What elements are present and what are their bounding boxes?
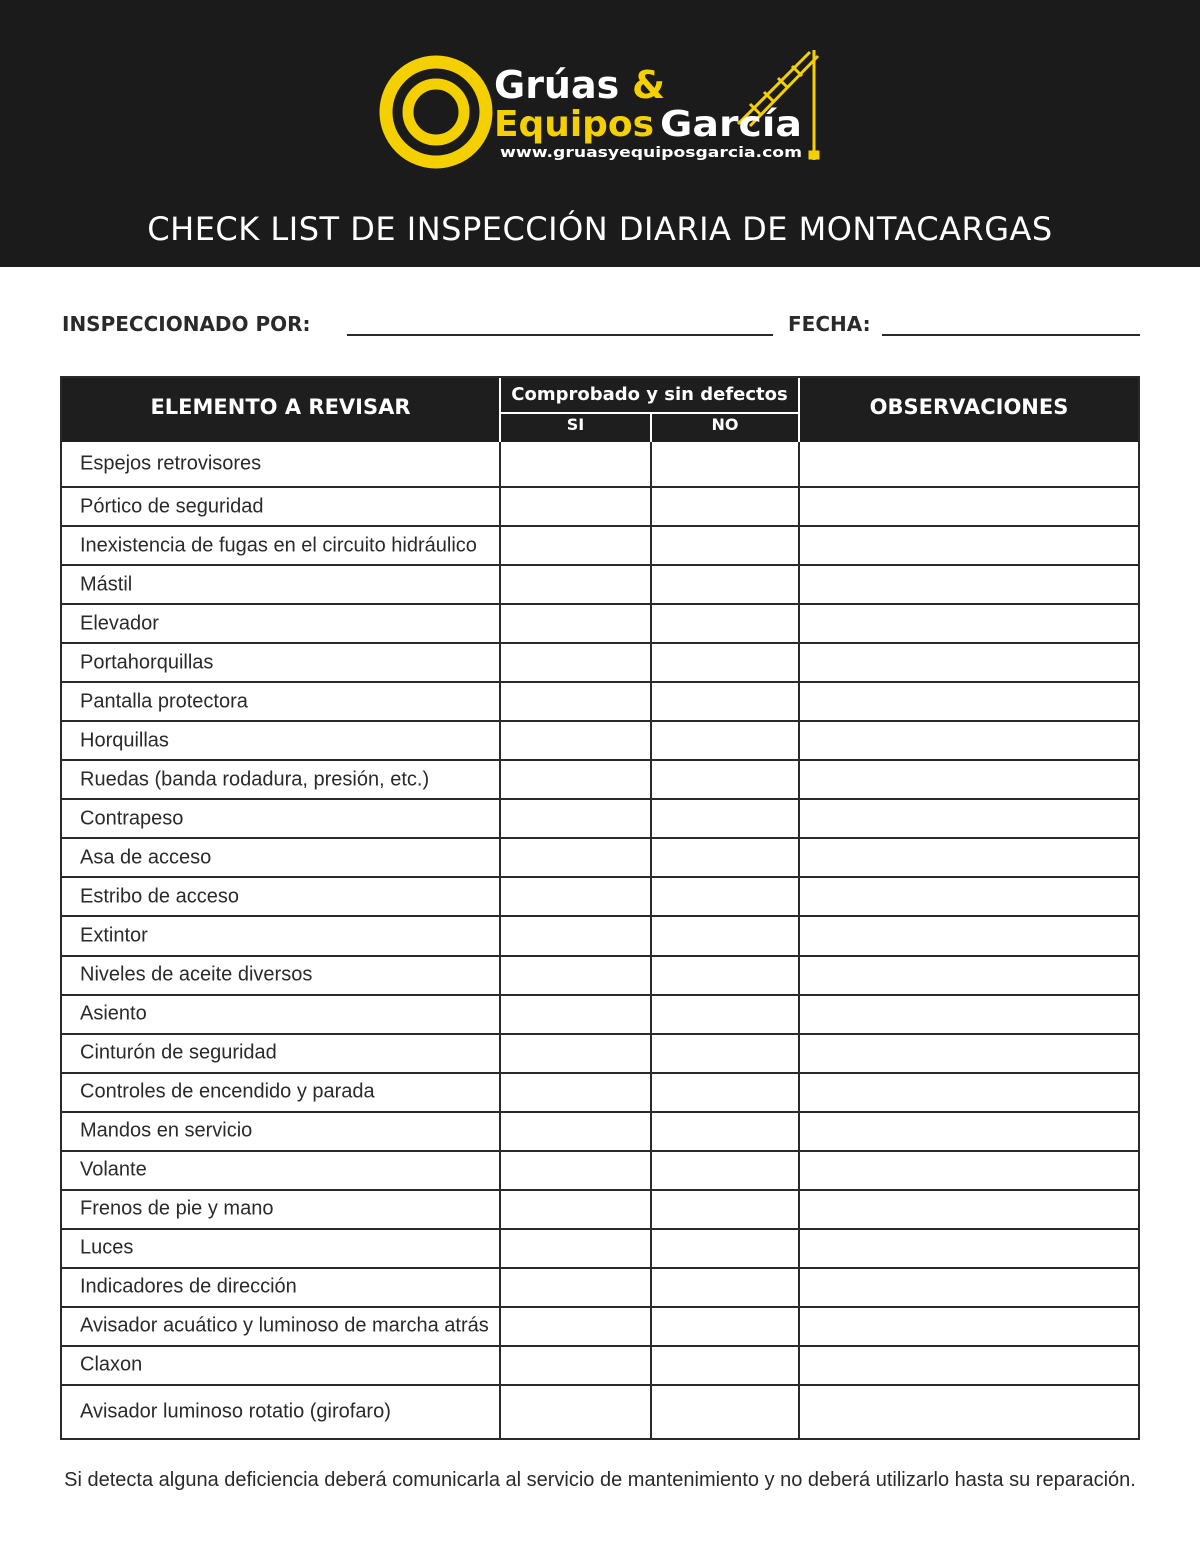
si-cell[interactable] bbox=[501, 605, 650, 642]
target-logo-icon bbox=[386, 62, 486, 162]
observations-cell[interactable] bbox=[800, 1113, 1138, 1150]
header-si: SI bbox=[566, 415, 585, 434]
si-cell[interactable] bbox=[501, 566, 650, 603]
row-item-label: Indicadores de dirección bbox=[80, 1275, 297, 1298]
inspected-by-field[interactable] bbox=[347, 334, 773, 336]
si-cell[interactable] bbox=[501, 1269, 650, 1306]
no-cell[interactable] bbox=[652, 527, 798, 564]
table-row bbox=[62, 683, 1138, 722]
inspected-by-label: INSPECCIONADO POR: bbox=[62, 312, 311, 336]
observations-cell[interactable] bbox=[800, 878, 1138, 915]
observations-cell[interactable] bbox=[800, 1347, 1138, 1384]
table-row bbox=[62, 722, 1138, 761]
row-item-label: Estribo de acceso bbox=[80, 885, 239, 908]
table-row bbox=[62, 644, 1138, 683]
row-item-label: Inexistencia de fugas en el circuito hidráulico bbox=[80, 534, 477, 557]
table-row bbox=[62, 957, 1138, 996]
observations-cell[interactable] bbox=[800, 1035, 1138, 1072]
no-cell[interactable] bbox=[652, 488, 798, 525]
header-checked-group: Comprobado y sin defectos bbox=[511, 384, 788, 405]
no-cell[interactable] bbox=[652, 605, 798, 642]
no-cell[interactable] bbox=[652, 442, 798, 486]
logo-graphic bbox=[378, 44, 828, 184]
table-row bbox=[62, 488, 1138, 527]
date-label: FECHA: bbox=[788, 312, 871, 336]
si-cell[interactable] bbox=[501, 644, 650, 681]
no-cell[interactable] bbox=[652, 878, 798, 915]
row-item-label: Avisador acuático y luminoso de marcha atrás bbox=[80, 1314, 489, 1337]
row-item-label: Avisador luminoso rotatio (girofaro) bbox=[80, 1400, 391, 1423]
observations-cell[interactable] bbox=[800, 996, 1138, 1033]
table-row bbox=[62, 839, 1138, 878]
si-cell[interactable] bbox=[501, 1035, 650, 1072]
no-cell[interactable] bbox=[652, 917, 798, 954]
observations-cell[interactable] bbox=[800, 1269, 1138, 1306]
table-row bbox=[62, 1152, 1138, 1191]
observations-cell[interactable] bbox=[800, 442, 1138, 486]
footer-note: Si detecta alguna deficiencia deberá comunicarla al servicio de mantenimiento y no deberá utilizarlo hasta su reparación. bbox=[64, 1469, 1136, 1491]
row-item-label: Portahorquillas bbox=[80, 651, 214, 674]
logo-word-gruas: Grúas bbox=[494, 63, 620, 107]
table-row bbox=[62, 800, 1138, 839]
si-cell[interactable] bbox=[501, 722, 650, 759]
row-item-label: Asiento bbox=[80, 1002, 147, 1025]
no-cell[interactable] bbox=[652, 1074, 798, 1111]
row-item-label: Asa de acceso bbox=[80, 846, 212, 869]
observations-cell[interactable] bbox=[800, 800, 1138, 837]
row-item-label: Horquillas bbox=[80, 729, 169, 752]
row-item-label: Extintor bbox=[80, 924, 148, 947]
row-item-label: Volante bbox=[80, 1158, 147, 1181]
observations-cell[interactable] bbox=[800, 1074, 1138, 1111]
si-cell[interactable] bbox=[501, 1152, 650, 1189]
header-divider bbox=[499, 378, 501, 442]
table-row bbox=[62, 566, 1138, 605]
si-cell[interactable] bbox=[501, 996, 650, 1033]
row-item-label: Niveles de aceite diversos bbox=[80, 963, 313, 986]
row-item-label: Claxon bbox=[80, 1353, 143, 1376]
no-cell[interactable] bbox=[652, 1191, 798, 1228]
si-cell[interactable] bbox=[501, 917, 650, 954]
table-row bbox=[62, 1035, 1138, 1074]
header-element: ELEMENTO A REVISAR bbox=[150, 395, 411, 419]
si-cell[interactable] bbox=[501, 1347, 650, 1384]
column-divider bbox=[798, 442, 800, 1438]
no-cell[interactable] bbox=[652, 1308, 798, 1345]
table-row bbox=[62, 917, 1138, 956]
si-cell[interactable] bbox=[501, 957, 650, 994]
header-divider bbox=[798, 378, 800, 442]
si-cell[interactable] bbox=[501, 1230, 650, 1267]
table-row bbox=[62, 761, 1138, 800]
row-item-label: Cinturón de seguridad bbox=[80, 1041, 277, 1064]
si-cell[interactable] bbox=[501, 683, 650, 720]
table-row bbox=[62, 1347, 1138, 1386]
row-item-label: Espejos retrovisores bbox=[80, 452, 262, 475]
column-divider bbox=[650, 442, 652, 1438]
inspection-fields bbox=[62, 308, 1140, 340]
table-header bbox=[62, 378, 1138, 442]
logo-website: www.gruasyequiposgarcia.com bbox=[500, 145, 802, 161]
observations-cell[interactable] bbox=[800, 566, 1138, 603]
table-row bbox=[62, 527, 1138, 566]
table-row bbox=[62, 1386, 1138, 1438]
no-cell[interactable] bbox=[652, 683, 798, 720]
row-item-label: Mandos en servicio bbox=[80, 1119, 253, 1142]
observations-cell[interactable] bbox=[800, 761, 1138, 798]
table-row bbox=[62, 1074, 1138, 1113]
no-cell[interactable] bbox=[652, 1386, 798, 1438]
observations-cell[interactable] bbox=[800, 527, 1138, 564]
row-item-label: Mástil bbox=[80, 573, 133, 596]
row-item-label: Luces bbox=[80, 1236, 134, 1259]
observations-cell[interactable] bbox=[800, 1191, 1138, 1228]
no-cell[interactable] bbox=[652, 1113, 798, 1150]
observations-cell[interactable] bbox=[800, 917, 1138, 954]
no-cell[interactable] bbox=[652, 1269, 798, 1306]
company-logo bbox=[378, 44, 828, 184]
table-row bbox=[62, 1113, 1138, 1152]
table-body bbox=[62, 442, 1138, 1438]
no-cell[interactable] bbox=[652, 722, 798, 759]
observations-cell[interactable] bbox=[800, 722, 1138, 759]
row-item-label: Contrapeso bbox=[80, 807, 184, 830]
table-row bbox=[62, 1308, 1138, 1347]
row-item-label: Frenos de pie y mano bbox=[80, 1197, 274, 1220]
no-cell[interactable] bbox=[652, 957, 798, 994]
date-field[interactable] bbox=[882, 334, 1140, 336]
no-cell[interactable] bbox=[652, 839, 798, 876]
si-cell[interactable] bbox=[501, 839, 650, 876]
row-item-label: Controles de encendido y parada bbox=[80, 1080, 375, 1103]
row-item-label: Ruedas (banda rodadura, presión, etc.) bbox=[80, 768, 430, 791]
no-cell[interactable] bbox=[652, 566, 798, 603]
table-row bbox=[62, 442, 1138, 488]
table-row bbox=[62, 1230, 1138, 1269]
table-row bbox=[62, 878, 1138, 917]
si-cell[interactable] bbox=[501, 1191, 650, 1228]
si-cell[interactable] bbox=[501, 527, 650, 564]
no-cell[interactable] bbox=[652, 1035, 798, 1072]
logo-ampersand: & bbox=[632, 63, 666, 107]
no-cell[interactable] bbox=[652, 761, 798, 798]
header-observations: OBSERVACIONES bbox=[869, 395, 1069, 419]
observations-cell[interactable] bbox=[800, 605, 1138, 642]
header-divider bbox=[650, 413, 652, 442]
si-cell[interactable] bbox=[501, 488, 650, 525]
observations-cell[interactable] bbox=[800, 488, 1138, 525]
document-title: CHECK LIST DE INSPECCIÓN DIARIA DE MONTACARGAS bbox=[147, 210, 1053, 248]
observations-cell[interactable] bbox=[800, 1386, 1138, 1438]
si-cell[interactable] bbox=[501, 1074, 650, 1111]
no-cell[interactable] bbox=[652, 1230, 798, 1267]
row-item-label: Elevador bbox=[80, 612, 159, 635]
si-cell[interactable] bbox=[501, 878, 650, 915]
logo-word-equipos: Equipos bbox=[494, 104, 654, 145]
logo-word-garcia: García bbox=[660, 104, 802, 145]
page-header bbox=[0, 0, 1200, 267]
header-no: NO bbox=[711, 415, 739, 434]
no-cell[interactable] bbox=[652, 1347, 798, 1384]
table-row bbox=[62, 1191, 1138, 1230]
si-cell[interactable] bbox=[501, 1113, 650, 1150]
observations-cell[interactable] bbox=[800, 1152, 1138, 1189]
observations-cell[interactable] bbox=[800, 1308, 1138, 1345]
table-row bbox=[62, 996, 1138, 1035]
si-cell[interactable] bbox=[501, 1308, 650, 1345]
si-cell[interactable] bbox=[501, 761, 650, 798]
row-item-label: Pórtico de seguridad bbox=[80, 495, 264, 518]
table-row bbox=[62, 605, 1138, 644]
si-cell[interactable] bbox=[501, 442, 650, 486]
no-cell[interactable] bbox=[652, 996, 798, 1033]
observations-cell[interactable] bbox=[800, 644, 1138, 681]
no-cell[interactable] bbox=[652, 644, 798, 681]
observations-cell[interactable] bbox=[800, 683, 1138, 720]
observations-cell[interactable] bbox=[800, 1230, 1138, 1267]
inspection-table bbox=[60, 376, 1140, 1440]
column-divider bbox=[499, 442, 501, 1438]
observations-cell[interactable] bbox=[800, 839, 1138, 876]
observations-cell[interactable] bbox=[800, 957, 1138, 994]
si-cell[interactable] bbox=[501, 1386, 650, 1438]
no-cell[interactable] bbox=[652, 800, 798, 837]
table-row bbox=[62, 1269, 1138, 1308]
no-cell[interactable] bbox=[652, 1152, 798, 1189]
row-item-label: Pantalla protectora bbox=[80, 690, 248, 713]
si-cell[interactable] bbox=[501, 800, 650, 837]
